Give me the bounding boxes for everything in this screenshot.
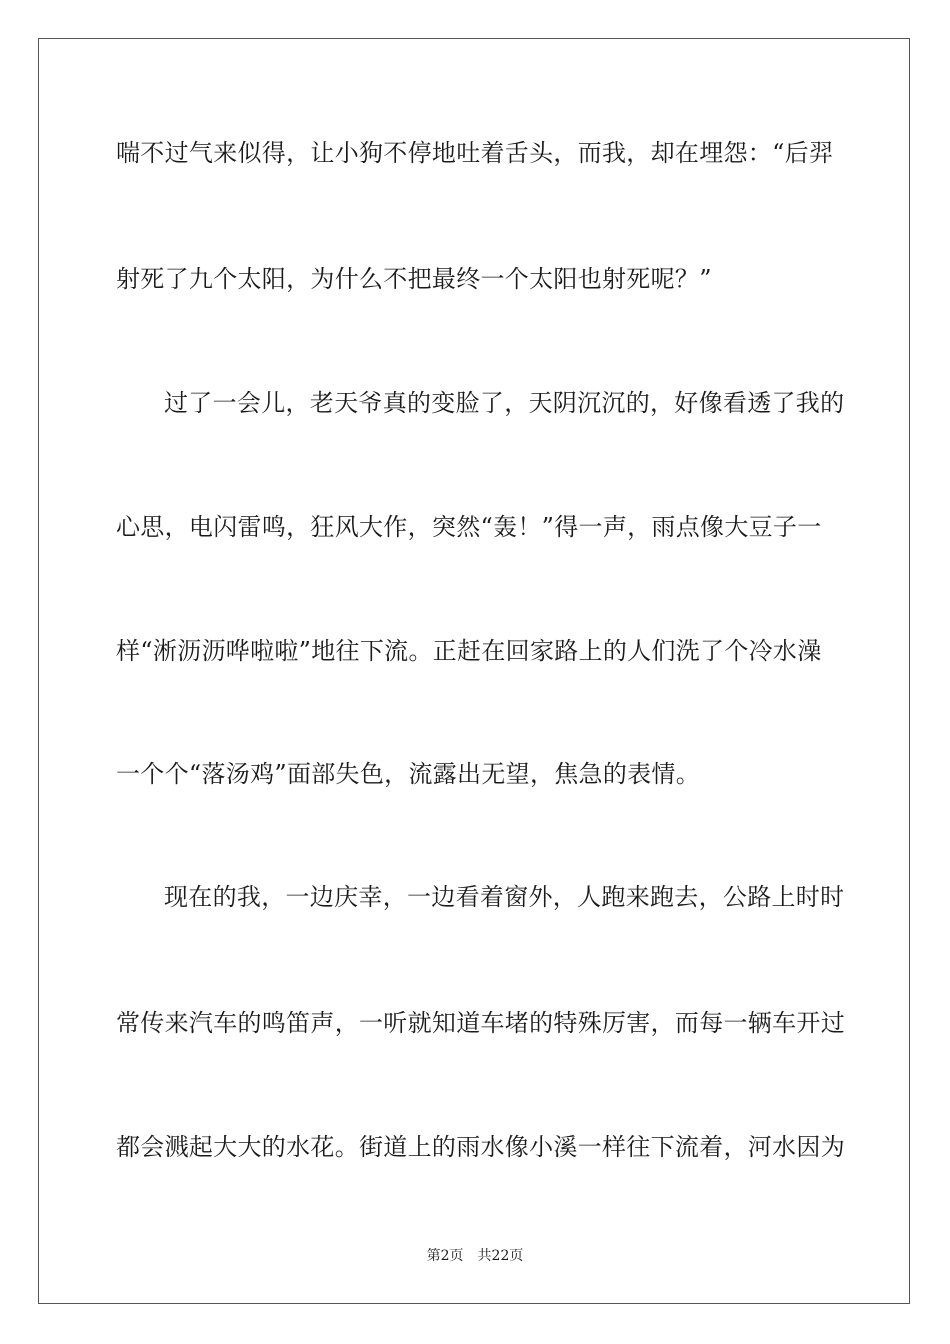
text-line-3-paragraph-start: 过了一会儿，老天爷真的变脸了，天阴沉沉的，好像看透了我的 [164, 389, 845, 417]
text-line-6: 一个个“落汤鸡”面部失色，流露出无望，焦急的表情。 [116, 760, 701, 788]
page-footer [0, 1246, 950, 1266]
text-line-4: 心思，电闪雷鸣，狂风大作，突然“轰！”得一声，雨点像大豆子一 [116, 513, 822, 541]
page-border [38, 38, 910, 1304]
text-line-5: 样“淅沥沥哗啦啦”地往下流。正赶在回家路上的人们洗了个冷水澡 [116, 637, 822, 665]
text-line-2: 射死了九个太阳，为什么不把最终一个太阳也射死呢？” [116, 265, 712, 293]
page-number: 第2页 [426, 1248, 464, 1264]
text-line-7-paragraph-start: 现在的我，一边庆幸，一边看着窗外，人跑来跑去，公路上时时 [164, 883, 845, 911]
text-line-1: 喘不过气来似得，让小狗不停地吐着舌头，而我，却在埋怨：“后羿 [116, 139, 834, 167]
text-line-9: 都会溅起大大的水花。街道上的雨水像小溪一样往下流着，河水因为 [116, 1133, 845, 1161]
text-line-8: 常传来汽车的鸣笛声，一听就知道车堵的特殊厉害，而每一辆车开过 [116, 1009, 845, 1037]
page-total: 共22页 [477, 1248, 524, 1264]
